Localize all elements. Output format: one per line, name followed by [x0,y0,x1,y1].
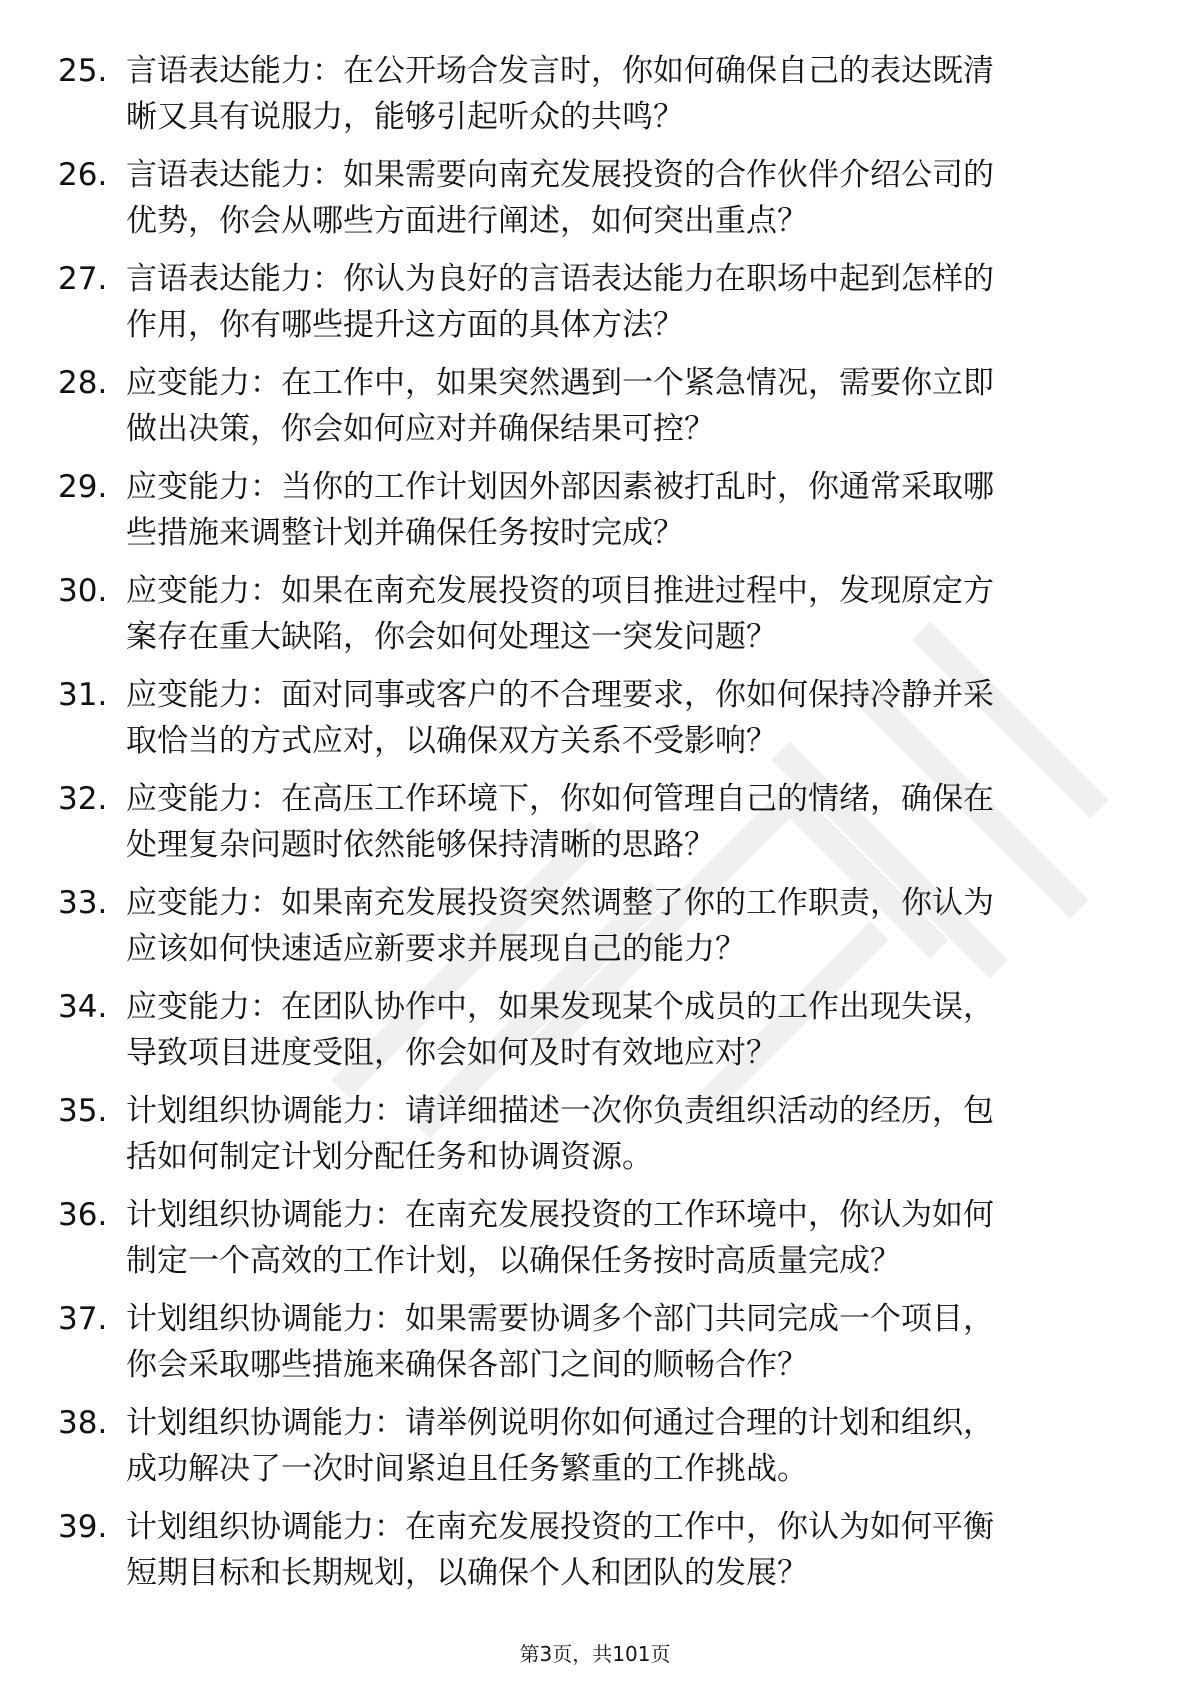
list-item [0,776,1190,880]
question-line: 言语表达能力：在公开场合发言时，你如何确保自己的表达既清 [126,53,994,89]
list-item [0,152,1190,256]
question-line: 取恰当的方式应对，以确保双方关系不受影响？ [126,723,777,759]
list-item [0,984,1190,1088]
question-text [126,360,1116,452]
list-item [0,1504,1190,1608]
question-number: 34. [58,989,108,1025]
question-line: 导致项目进度受阻，你会如何及时有效地应对？ [126,1035,777,1071]
question-number: 39. [58,1509,108,1545]
question-number: 26. [58,157,108,193]
question-line: 应变能力：在工作中，如果突然遇到一个紧急情况，需要你立即 [126,365,994,401]
question-text [126,256,1116,348]
question-text [126,1088,1116,1180]
question-number: 28. [58,365,108,401]
question-line: 计划组织协调能力：在南充发展投资的工作中，你认为如何平衡 [126,1509,994,1545]
question-line: 应变能力：在高压工作环境下，你如何管理自己的情绪，确保在 [126,781,994,817]
question-line: 计划组织协调能力：在南充发展投资的工作环境中，你认为如何 [126,1197,994,1233]
question-line: 言语表达能力：你认为良好的言语表达能力在职场中起到怎样的 [126,261,994,297]
question-text [126,48,1116,140]
question-line: 应该如何快速适应新要求并展现自己的能力？ [126,931,746,967]
question-line: 应变能力：如果在南充发展投资的项目推进过程中，发现原定方 [126,573,994,609]
list-item [0,1192,1190,1296]
question-number: 36. [58,1197,108,1233]
question-number: 37. [58,1301,108,1337]
question-number: 38. [58,1405,108,1441]
question-line: 作用，你有哪些提升这方面的具体方法？ [126,307,684,343]
list-item [0,672,1190,776]
question-text [126,1400,1116,1492]
list-item [0,568,1190,672]
list-item [0,1400,1190,1504]
question-line: 计划组织协调能力：如果需要协调多个部门共同完成一个项目， [126,1301,994,1337]
question-line: 计划组织协调能力：请详细描述一次你负责组织活动的经历，包 [126,1093,994,1129]
question-number: 32. [58,781,108,817]
question-number: 29. [58,469,108,505]
question-text [126,672,1116,764]
question-line: 应变能力：当你的工作计划因外部因素被打乱时，你通常采取哪 [126,469,994,505]
question-line: 你会采取哪些措施来确保各部门之间的顺畅合作？ [126,1347,808,1383]
question-text [126,1504,1116,1596]
question-text [126,464,1116,556]
question-line: 制定一个高效的工作计划，以确保任务按时高质量完成？ [126,1243,901,1279]
question-line: 应变能力：面对同事或客户的不合理要求，你如何保持冷静并采 [126,677,994,713]
question-line: 应变能力：如果南充发展投资突然调整了你的工作职责，你认为 [126,885,994,921]
question-text [126,1296,1116,1388]
list-item [0,360,1190,464]
list-item [0,256,1190,360]
question-line: 应变能力：在团队协作中，如果发现某个成员的工作出现失误， [126,989,994,1025]
question-number: 35. [58,1093,108,1129]
question-number: 25. [58,53,108,89]
question-number: 27. [58,261,108,297]
question-line: 案存在重大缺陷，你会如何处理这一突发问题？ [126,619,777,655]
question-line: 晰又具有说服力，能够引起听众的共鸣？ [126,99,684,135]
question-number: 30. [58,573,108,609]
question-line: 成功解决了一次时间紧迫且任务繁重的工作挑战。 [126,1451,808,1487]
question-number: 33. [58,885,108,921]
list-item [0,464,1190,568]
list-item [0,1296,1190,1400]
list-item [0,48,1190,152]
question-line: 计划组织协调能力：请举例说明你如何通过合理的计划和组织， [126,1405,994,1441]
question-line: 处理复杂问题时依然能够保持清晰的思路？ [126,827,715,863]
list-item [0,1088,1190,1192]
question-text [126,1192,1116,1284]
page-indicator: 第3页，共101页 [519,1642,671,1666]
question-number: 31. [58,677,108,713]
question-line: 做出决策，你会如何应对并确保结果可控？ [126,411,715,447]
question-line: 优势，你会从哪些方面进行阐述，如何突出重点？ [126,203,808,239]
question-line: 括如何制定计划分配任务和协调资源。 [126,1139,653,1175]
question-text [126,568,1116,660]
question-line: 言语表达能力：如果需要向南充发展投资的合作伙伴介绍公司的 [126,157,994,193]
list-item [0,880,1190,984]
question-text [126,880,1116,972]
question-text [126,776,1116,868]
question-line: 短期目标和长期规划，以确保个人和团队的发展？ [126,1555,808,1591]
question-line: 些措施来调整计划并确保任务按时完成？ [126,515,684,551]
question-text [126,152,1116,244]
question-text [126,984,1116,1076]
question-list [0,48,1190,1608]
